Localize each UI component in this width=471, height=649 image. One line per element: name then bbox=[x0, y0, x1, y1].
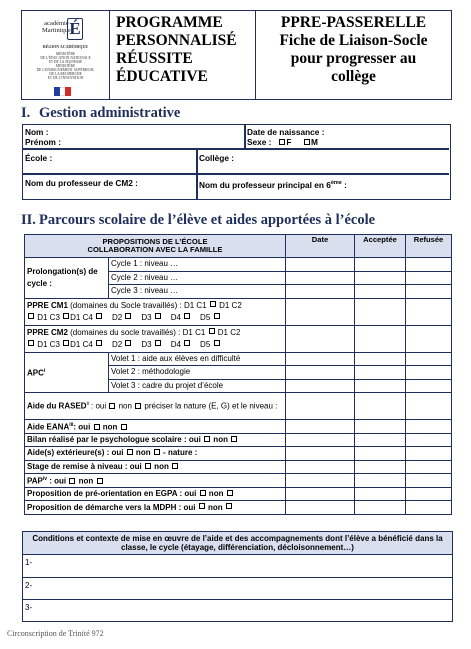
refusee-cell[interactable] bbox=[406, 447, 452, 461]
header-refusee: Refusée bbox=[406, 235, 452, 258]
section-title-text: Parcours scolaire de l’élève et aides apportées à l’école bbox=[39, 212, 376, 228]
nom-field[interactable]: Nom : bbox=[25, 127, 49, 137]
prolongation-label: Prolongation(s) de cycle : bbox=[25, 258, 109, 299]
domain-label: D1 C4 bbox=[70, 339, 93, 349]
logo-ministry-line: DE L'ENSEIGNEMENT SUPÉRIEUR, bbox=[36, 68, 95, 72]
checkbox[interactable] bbox=[184, 340, 190, 346]
table-row bbox=[25, 258, 452, 272]
exterieure-cell bbox=[25, 447, 286, 461]
acceptee-cell[interactable] bbox=[355, 433, 406, 447]
exterieure-text: non bbox=[133, 448, 151, 458]
acceptee-cell[interactable] bbox=[355, 487, 406, 501]
header-acceptee: Acceptée bbox=[355, 235, 406, 258]
acceptee-cell[interactable] bbox=[355, 298, 406, 325]
cycle-1: Cycle 1 : niveau … bbox=[109, 258, 286, 272]
checkbox[interactable] bbox=[28, 340, 34, 346]
logo-region: RÉGION ACADÉMIQUE bbox=[42, 44, 89, 49]
eana-text: : oui bbox=[73, 422, 91, 432]
refusee-cell[interactable] bbox=[406, 285, 452, 299]
logo-academie-line: Martinique bbox=[42, 27, 71, 34]
college-field[interactable]: Collège : bbox=[199, 153, 235, 163]
programme-title bbox=[110, 11, 256, 99]
logo-ministry-line: MINISTÈRE bbox=[55, 52, 76, 56]
header-propositions: PROPOSITIONS DE L’ÉCOLE COLLABORATION AVEC LA FAMILLE bbox=[25, 235, 286, 258]
refusee-cell[interactable] bbox=[406, 393, 452, 420]
ppre-cm2-cell bbox=[25, 325, 286, 352]
logo-ministry-line: ET DE L'INNOVATION bbox=[47, 76, 84, 80]
bilan-label: Bilan réalisé par le psychologue scolaire : oui bbox=[27, 434, 201, 444]
table-row bbox=[25, 298, 452, 325]
section-title-parcours bbox=[21, 212, 375, 229]
table-row bbox=[25, 352, 452, 366]
refusee-cell[interactable] bbox=[406, 487, 452, 501]
refusee-cell[interactable] bbox=[406, 460, 452, 474]
programme-title-line: RÉUSSITE bbox=[116, 50, 193, 67]
domain-label: D5 bbox=[200, 339, 211, 349]
non-checkbox[interactable] bbox=[154, 449, 160, 455]
table-row bbox=[25, 501, 452, 515]
mdph-label: Proposition de démarche vers la MDPH : oui bbox=[27, 502, 196, 512]
mdph-text: non bbox=[205, 502, 223, 512]
header-date: Date bbox=[286, 235, 355, 258]
table-row bbox=[25, 474, 452, 488]
acceptee-cell[interactable] bbox=[355, 460, 406, 474]
checkbox[interactable] bbox=[155, 313, 161, 319]
refusee-cell[interactable] bbox=[406, 271, 452, 285]
date-cell[interactable] bbox=[286, 474, 355, 488]
rased-label: Aide du RASED bbox=[27, 402, 87, 412]
apc-text: APC bbox=[27, 368, 44, 378]
logo-academie-line: académie bbox=[44, 20, 69, 27]
oui-checkbox[interactable] bbox=[127, 449, 133, 455]
oui-checkbox[interactable] bbox=[145, 463, 151, 469]
checkbox[interactable] bbox=[209, 328, 215, 334]
footnote-sup: iii bbox=[69, 422, 74, 428]
cycle-3: Cycle 3 : niveau … bbox=[109, 285, 286, 299]
checkbox[interactable] bbox=[63, 340, 69, 346]
prof-principal-field[interactable] bbox=[199, 178, 347, 190]
ppre-cm1-cell bbox=[25, 298, 286, 325]
ppre-cm2-text: (domaines du socle travaillés) : D1 C1 bbox=[67, 327, 206, 337]
checkbox[interactable] bbox=[184, 313, 190, 319]
acceptee-cell[interactable] bbox=[355, 285, 406, 299]
date-cell[interactable] bbox=[286, 325, 355, 352]
rased-text: préciser la nature (E, G) et le niveau : bbox=[142, 402, 278, 412]
refusee-cell[interactable] bbox=[406, 379, 452, 393]
ppre-cm1-label: PPRE CM1 bbox=[27, 300, 68, 310]
footnote-sup: i bbox=[43, 367, 46, 374]
table-row bbox=[25, 487, 452, 501]
table-row bbox=[25, 325, 452, 352]
oui-checkbox[interactable] bbox=[200, 490, 206, 496]
sexe-m-label: M bbox=[310, 137, 318, 147]
document-header bbox=[21, 10, 452, 100]
checkbox[interactable] bbox=[210, 301, 216, 307]
french-flag-icon bbox=[54, 87, 71, 96]
egpa-label: Proposition de pré-orientation en EGPA : oui bbox=[27, 489, 197, 499]
sexe-label: Sexe : bbox=[247, 137, 272, 147]
section-number: II. bbox=[21, 212, 36, 228]
table-row bbox=[25, 447, 452, 461]
volet-3: Volet 3 : cadre du projet d’école bbox=[109, 379, 286, 393]
exterieure-text: - nature : bbox=[160, 448, 198, 458]
mdph-cell bbox=[25, 501, 286, 515]
prof-principal-label: Nom du professeur principal en 6 bbox=[199, 179, 331, 190]
checkbox[interactable] bbox=[63, 313, 69, 319]
acceptee-cell[interactable] bbox=[355, 258, 406, 272]
domain-label: D2 bbox=[111, 339, 123, 349]
volet-1: Volet 1 : aide aux élèves en difficulté bbox=[109, 352, 286, 366]
refusee-cell[interactable] bbox=[406, 366, 452, 380]
non-checkbox[interactable] bbox=[227, 490, 233, 496]
logo-ministry-line: DE L'ÉDUCATION NATIONALE bbox=[40, 56, 91, 60]
fiche-title-line: Fiche de Liaison-Socle bbox=[279, 32, 428, 49]
table-row bbox=[25, 393, 452, 420]
conditions-line[interactable]: 3- bbox=[25, 603, 33, 612]
refusee-cell[interactable] bbox=[406, 258, 452, 272]
checkbox[interactable] bbox=[214, 340, 220, 346]
table-row bbox=[25, 433, 452, 447]
oui-checkbox[interactable] bbox=[69, 478, 75, 484]
refusee-cell[interactable] bbox=[406, 420, 452, 434]
acceptee-cell[interactable] bbox=[355, 501, 406, 515]
section-title-text: Gestion administrative bbox=[39, 105, 181, 121]
non-checkbox[interactable] bbox=[121, 424, 127, 430]
oui-checkbox[interactable] bbox=[199, 503, 205, 509]
ppre-cm2-text: D1 C2 bbox=[215, 327, 241, 337]
date-cell[interactable] bbox=[286, 258, 355, 272]
oui-checkbox[interactable] bbox=[94, 424, 100, 430]
egpa-text: non bbox=[206, 489, 224, 499]
academie-logo bbox=[22, 11, 110, 99]
date-cell[interactable] bbox=[286, 433, 355, 447]
refusee-cell[interactable] bbox=[406, 433, 452, 447]
domain-label: D3 bbox=[141, 339, 152, 349]
prof-principal-end: : bbox=[341, 179, 347, 190]
fiche-title-line: pour progresser au bbox=[290, 50, 417, 67]
domain-label: D1 C4 bbox=[70, 312, 93, 322]
date-cell[interactable] bbox=[286, 393, 355, 420]
rased-cell bbox=[25, 393, 286, 420]
non-checkbox[interactable] bbox=[97, 478, 103, 484]
fiche-title-line: PPRE-PASSERELLE bbox=[280, 14, 427, 31]
stage-cell bbox=[25, 460, 286, 474]
pap-label: PAP bbox=[27, 476, 43, 486]
bilan-text: non bbox=[211, 434, 228, 444]
date-cell[interactable] bbox=[286, 366, 355, 380]
divider bbox=[244, 125, 246, 148]
naissance-field[interactable]: Date de naissance : bbox=[247, 127, 325, 137]
domain-label: D3 bbox=[141, 312, 152, 322]
fiche-title bbox=[256, 11, 451, 99]
checkbox[interactable] bbox=[125, 313, 131, 319]
logo-ministry-line: ET DE LA JEUNESSE bbox=[48, 60, 83, 64]
pap-text: : oui bbox=[47, 476, 67, 486]
refusee-cell[interactable] bbox=[406, 298, 452, 325]
non-checkbox[interactable] bbox=[231, 436, 237, 442]
conditions-line[interactable]: 2- bbox=[23, 578, 452, 601]
checkbox[interactable] bbox=[96, 340, 102, 346]
sexe-m-checkbox[interactable] bbox=[304, 139, 310, 145]
footnote-sup: ii bbox=[86, 401, 89, 408]
acceptee-cell[interactable] bbox=[355, 352, 406, 366]
checkbox[interactable] bbox=[125, 340, 131, 346]
ecole-field[interactable]: École : bbox=[25, 153, 53, 163]
acceptee-cell[interactable] bbox=[355, 271, 406, 285]
domain-label: D4 bbox=[170, 312, 181, 322]
apc-label bbox=[25, 352, 109, 393]
programme-title-line: PROGRAMME bbox=[116, 14, 223, 31]
logo-ministry-line: DE LA RECHERCHE bbox=[49, 72, 82, 76]
checkbox[interactable] bbox=[28, 313, 34, 319]
acceptee-cell[interactable] bbox=[355, 379, 406, 393]
refusee-cell[interactable] bbox=[406, 325, 452, 352]
bilan-cell bbox=[25, 433, 286, 447]
admin-table bbox=[22, 124, 451, 200]
pap-cell bbox=[25, 474, 286, 488]
parcours-table bbox=[24, 234, 452, 515]
conditions-header: Conditions et contexte de mise en œuvre de l’aide et des accompagnements dont l’élève a bénéficié dans la classe, le cycle (étayage, différenciation, décloisonnement…) bbox=[23, 532, 452, 555]
footer-text: Circonscription de Trinité 972 bbox=[7, 629, 104, 638]
sexe-f-label: F bbox=[286, 137, 292, 147]
section-number: I. bbox=[21, 105, 31, 121]
non-checkbox[interactable] bbox=[172, 463, 178, 469]
divider bbox=[23, 148, 449, 150]
acceptee-cell[interactable] bbox=[355, 447, 406, 461]
logo-ministry bbox=[22, 52, 109, 80]
prof-principal-sup: ème bbox=[330, 180, 342, 186]
prenom-field[interactable]: Prénom : bbox=[25, 137, 61, 147]
table-header-row bbox=[25, 235, 452, 258]
rased-text: non bbox=[116, 402, 132, 412]
rased-text: : oui bbox=[88, 402, 107, 412]
acceptee-cell[interactable] bbox=[355, 366, 406, 380]
non-checkbox[interactable] bbox=[135, 403, 141, 409]
refusee-cell[interactable] bbox=[406, 501, 452, 515]
volet-2: Volet 2 : méthodologie bbox=[109, 366, 286, 380]
pap-text: non bbox=[76, 476, 94, 486]
sexe-f-checkbox[interactable] bbox=[279, 139, 285, 145]
exterieure-label: Aide(s) extérieure(s) : oui bbox=[27, 448, 124, 458]
conditions-box bbox=[22, 531, 453, 622]
programme-title-line: PERSONNALISÉ bbox=[116, 32, 237, 49]
ppre-cm1-text: D1 C2 bbox=[216, 300, 242, 310]
date-cell[interactable] bbox=[286, 487, 355, 501]
checkbox[interactable] bbox=[155, 340, 161, 346]
ppre-cm1-text: (domaines du Socle travaillés) : D1 C1 bbox=[67, 300, 207, 310]
oui-checkbox[interactable] bbox=[204, 436, 210, 442]
refusee-cell[interactable] bbox=[406, 474, 452, 488]
egpa-cell bbox=[25, 487, 286, 501]
non-checkbox[interactable] bbox=[226, 503, 232, 509]
fiche-title-line: collège bbox=[331, 68, 376, 85]
conditions-line[interactable]: 1- bbox=[23, 555, 452, 578]
section-title-admin bbox=[21, 105, 180, 122]
domain-label: D1 C3 bbox=[37, 312, 60, 322]
acceptee-cell[interactable] bbox=[355, 393, 406, 420]
sexe-field bbox=[247, 137, 318, 147]
logo-e-icon: É bbox=[67, 18, 83, 40]
footnote-sup: iv bbox=[42, 476, 48, 483]
logo-ministry-line: MINISTÈRE bbox=[55, 64, 76, 68]
acceptee-cell[interactable] bbox=[355, 420, 406, 434]
eana-text: non bbox=[100, 422, 118, 432]
stage-label: Stage de remise à niveau : oui bbox=[27, 461, 142, 471]
table-row bbox=[25, 460, 452, 474]
eana-cell bbox=[25, 420, 286, 434]
programme-title-line: ÉDUCATIVE bbox=[116, 68, 208, 85]
date-cell[interactable] bbox=[286, 447, 355, 461]
divider bbox=[196, 148, 198, 199]
date-cell[interactable] bbox=[286, 285, 355, 299]
acceptee-cell[interactable] bbox=[355, 325, 406, 352]
domain-label: D5 bbox=[200, 312, 211, 322]
prof-cm2-field[interactable]: Nom du professeur de CM2 : bbox=[25, 178, 138, 188]
cycle-2: Cycle 2 : niveau … bbox=[109, 271, 286, 285]
checkbox[interactable] bbox=[214, 313, 220, 319]
ppre-cm2-label: PPRE CM2 bbox=[27, 327, 68, 337]
date-cell[interactable] bbox=[286, 420, 355, 434]
checkbox[interactable] bbox=[96, 313, 102, 319]
oui-checkbox[interactable] bbox=[109, 403, 115, 409]
refusee-cell[interactable] bbox=[406, 352, 452, 366]
date-cell[interactable] bbox=[286, 298, 355, 325]
acceptee-cell[interactable] bbox=[355, 474, 406, 488]
date-cell[interactable] bbox=[286, 271, 355, 285]
date-cell[interactable] bbox=[286, 379, 355, 393]
table-row bbox=[25, 420, 452, 434]
eana-label: Aide EANA bbox=[27, 422, 70, 432]
domain-label: D4 bbox=[170, 339, 181, 349]
date-cell[interactable] bbox=[286, 501, 355, 515]
divider bbox=[23, 173, 449, 175]
date-cell[interactable] bbox=[286, 460, 355, 474]
stage-text: non bbox=[151, 461, 169, 471]
domain-label: D1 C3 bbox=[37, 339, 60, 349]
domain-label: D2 bbox=[111, 312, 123, 322]
date-cell[interactable] bbox=[286, 352, 355, 366]
